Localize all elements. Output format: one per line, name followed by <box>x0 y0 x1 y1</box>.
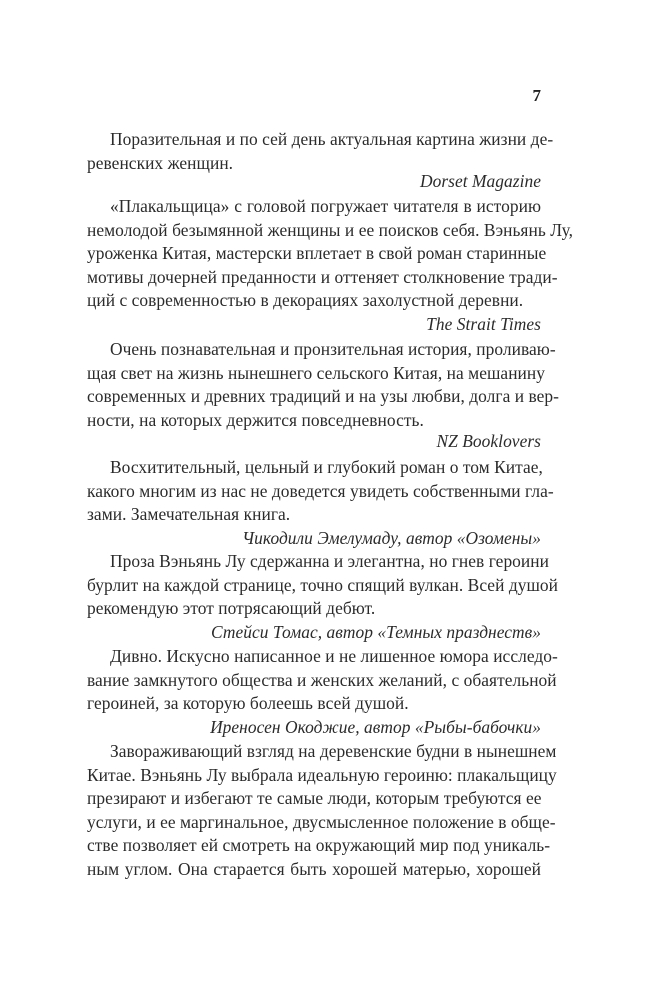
review-nz-booklovers <box>87 338 560 452</box>
review-line: Дивно. Искусно написанное и не лишенное юмора исследо- <box>110 646 558 666</box>
review-strait-times <box>87 195 574 335</box>
review-line: рекомендую этот потрясающий дебют. <box>87 598 376 618</box>
review-line: зами. Замечательная книга. <box>87 504 291 524</box>
review-line: уроженка Китая, мастерски вплетает в свой роман старинные <box>87 243 547 263</box>
review-attribution: The Strait Times <box>426 313 541 334</box>
review-line: мотивы дочерней преданности и оттеняет столкновение тради- <box>87 266 558 287</box>
review-line: презирают и избегают те самые люди, которым требуются ее <box>87 788 542 808</box>
review-irenosen-okojie <box>87 645 558 738</box>
review-line: бурлит на каждой странице, точно спящий вулкан. Всей душой <box>87 574 559 595</box>
review-stacey-thomas <box>87 550 559 643</box>
review-line: немолодой безымянной женщины и ее поисков себя. Вэньянь Лу, <box>87 219 574 240</box>
page-number: 7 <box>532 86 541 105</box>
review-line: ций с современностью в декорациях захолустной деревни. <box>87 290 524 310</box>
review-line: Очень познавательная и пронзительная история, проливаю- <box>110 339 556 359</box>
review-line: Поразительная и по сей день актуальная картина жизни де- <box>110 129 554 149</box>
review-line: «Плакальщица» с головой погружает читателя в историю <box>110 196 541 216</box>
review-line: Восхитительный, цельный и глубокий роман о том Китае, <box>110 457 543 477</box>
review-line: какого многим из нас не доведется увидеть собственными гла- <box>87 480 554 501</box>
review-line: ревенских женщин. <box>87 152 234 173</box>
review-attribution: Dorset Magazine <box>419 171 541 191</box>
review-line: щая свет на жизнь нынешнего сельского Китая, на мешанину <box>87 362 546 383</box>
review-chikodili-emelumadu <box>87 456 554 549</box>
review-line: современных и древних традиций и на узы любви, долга и вер- <box>87 386 560 406</box>
review-line: Завораживающий взгляд на деревенские будни в нынешнем <box>110 741 557 761</box>
review-continuing <box>87 740 557 881</box>
review-line: Проза Вэньянь Лу сдержанна и элегантна, но гнев героини <box>110 551 550 571</box>
review-line: услуги, и ее маргинальное, двусмысленное положение в обще- <box>87 811 556 832</box>
review-line: ности, на которых держится повседневность. <box>87 409 424 430</box>
review-line: Китае. Вэньянь Лу выбрала идеальную героиню: плакальщицу <box>87 764 557 785</box>
review-attribution: Иреносен Окоджие, автор «Рыбы-бабочки» <box>210 716 541 737</box>
review-attribution: Чикодили Эмелумаду, автор «Озомены» <box>242 527 541 548</box>
review-line: ным углом. Она старается быть хорошей матерью, хорошей <box>87 858 541 879</box>
review-line: стве позволяет ей смотреть на окружающий мир под уникаль- <box>87 835 551 855</box>
review-attribution: NZ Booklovers <box>436 431 541 451</box>
review-dorset-magazine <box>87 128 554 192</box>
review-line: вание замкнутого общества и женских желаний, с обаятельной <box>87 669 557 690</box>
review-line: героиней, за которую болеешь всей душой. <box>87 693 409 713</box>
review-attribution: Стейси Томас, автор «Темных празднеств» <box>210 621 541 642</box>
